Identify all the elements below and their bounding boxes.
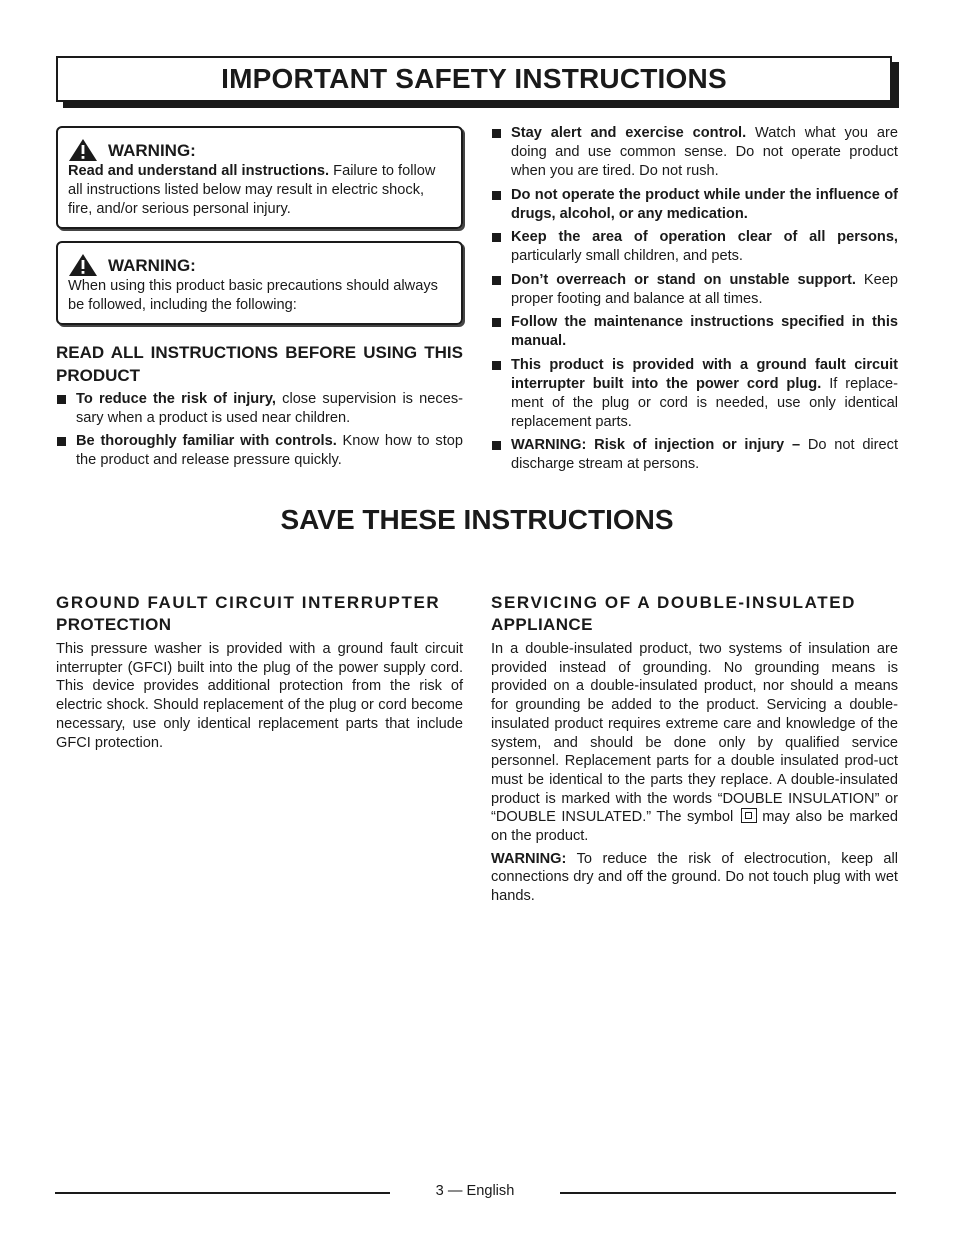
warning-box-1: [56, 126, 463, 229]
list-item: [491, 271, 898, 309]
item-bold: Stay alert and exercise control.: [511, 125, 747, 141]
list-item: [491, 356, 898, 432]
item-text: Know how to stop the product and release pressure quickly.: [76, 433, 463, 468]
read-all-list: [56, 390, 463, 470]
save-instructions-title: SAVE THESE INSTRUCTIONS: [280, 504, 674, 535]
item-bold: To reduce the risk of injury,: [76, 391, 276, 407]
item-text: Watch what you are doing and use common sense. Do not operate product when you are tired. Do not rush.: [511, 125, 898, 179]
item-text: If replace-ment of the plug or cord is needed, use only identical replacement parts.: [511, 375, 898, 430]
warning-text: To reduce the risk of electrocution, keep all connections dry and off the ground. Do not touch plug with wet hands.: [491, 850, 898, 905]
page-number: 3 — English: [435, 1183, 515, 1199]
heading-line: SERVICING OF A DOUBLE-INSULATED: [491, 593, 857, 612]
list-item: [491, 436, 898, 474]
page-title: IMPORTANT SAFETY INSTRUCTIONS: [221, 63, 727, 94]
left-column: [56, 126, 463, 474]
warning-label: WARNING:: [108, 255, 196, 275]
warning-header: [68, 253, 452, 277]
right-column: [491, 124, 898, 479]
warning-triangle-icon: [68, 138, 98, 162]
safety-list: [491, 124, 898, 474]
read-all-heading: READ ALL INSTRUCTIONS BEFORE USING THIS PRODUCT: [56, 343, 463, 385]
gfci-body: This pressure washer is provided with a ground fault circuit interrupter (GFCI) built into the plug of the power supply cord. This device provides additional protection from the risk of electric shock. Should replacement of the plug or cord become necessary, use only identical replacement parts that include GFCI protection.: [56, 641, 463, 751]
list-item: [56, 432, 463, 470]
title-banner: [56, 56, 892, 102]
item-bold: Be thoroughly familiar with controls.: [76, 433, 337, 449]
heading-line: GROUND FAULT CIRCUIT INTERRUPTER: [56, 593, 441, 612]
double-insulated-section: [491, 592, 898, 910]
footer-rule-left: [55, 1192, 390, 1194]
list-item: [491, 124, 898, 181]
warning-header: [68, 138, 452, 162]
item-text: Keep proper footing and balance at all times.: [511, 271, 898, 307]
warning-text: [68, 162, 452, 219]
item-bold: WARNING: Risk of injection or injury –: [511, 437, 801, 453]
warning-body: When using this product basic precautions should always be followed, including the following:: [68, 278, 438, 313]
warning-body: Failure to follow all instructions listed below may result in electric shock, fire, and/or serious personal injury.: [68, 163, 436, 217]
item-bold: Don’t overreach or stand on unstable support.: [511, 271, 856, 288]
item-text: Do not direct discharge stream at persons.: [511, 437, 899, 472]
list-item: [491, 186, 898, 224]
item-bold: Do not operate the product while under the influence of drugs, alcohol, or any medication.: [511, 186, 898, 222]
double-insulated-body: [491, 640, 898, 846]
item-text: particularly small children, and pets.: [511, 248, 743, 264]
body-text: may also be marked on the product.: [491, 809, 898, 845]
warning-box-2: [56, 241, 463, 325]
warning-text: [68, 277, 452, 315]
list-item: [56, 390, 463, 428]
item-bold: Follow the maintenance instructions specified in this manual.: [511, 314, 898, 349]
item-bold: Keep the area of operation clear of all persons,: [511, 229, 898, 245]
heading-line: APPLIANCE: [491, 615, 593, 634]
warning-label: WARNING:: [491, 850, 567, 867]
double-insulation-symbol-icon: [741, 808, 757, 823]
gfci-heading: [56, 592, 463, 636]
warning-triangle-icon: [68, 253, 98, 277]
list-item: [491, 228, 898, 266]
list-item: [491, 313, 898, 351]
item-text: close supervision is neces-sary when a product is used near children.: [76, 391, 463, 426]
body-text: In a double-insulated product, two systems of insulation are provided instead of grounding. No grounding means is provided on a double-insulated product, nor should a means for grounding be added to the product. Servicing a double-insulated product requires extreme care and knowledge of the system, and should be done only by qualified service personnel. Replacement parts for a double insulated prod-uct must be identical to the parts they replace. A double-insulated product is marked with the words “DOUBLE INSULATION” or “DOUBLE INSULATED.” The symbol: [491, 641, 898, 826]
double-insulated-heading: [491, 592, 898, 636]
footer-rule-right: [560, 1192, 896, 1194]
double-insulated-warning: [491, 850, 898, 906]
gfci-section: [56, 592, 463, 756]
warning-label: WARNING:: [108, 140, 196, 160]
item-bold: This product is provided with a ground fault circuit interrupter built into the power cord plug.: [511, 356, 898, 392]
warning-bold-lead: Read and understand all instructions.: [68, 163, 330, 179]
heading-line: PROTECTION: [56, 615, 172, 634]
